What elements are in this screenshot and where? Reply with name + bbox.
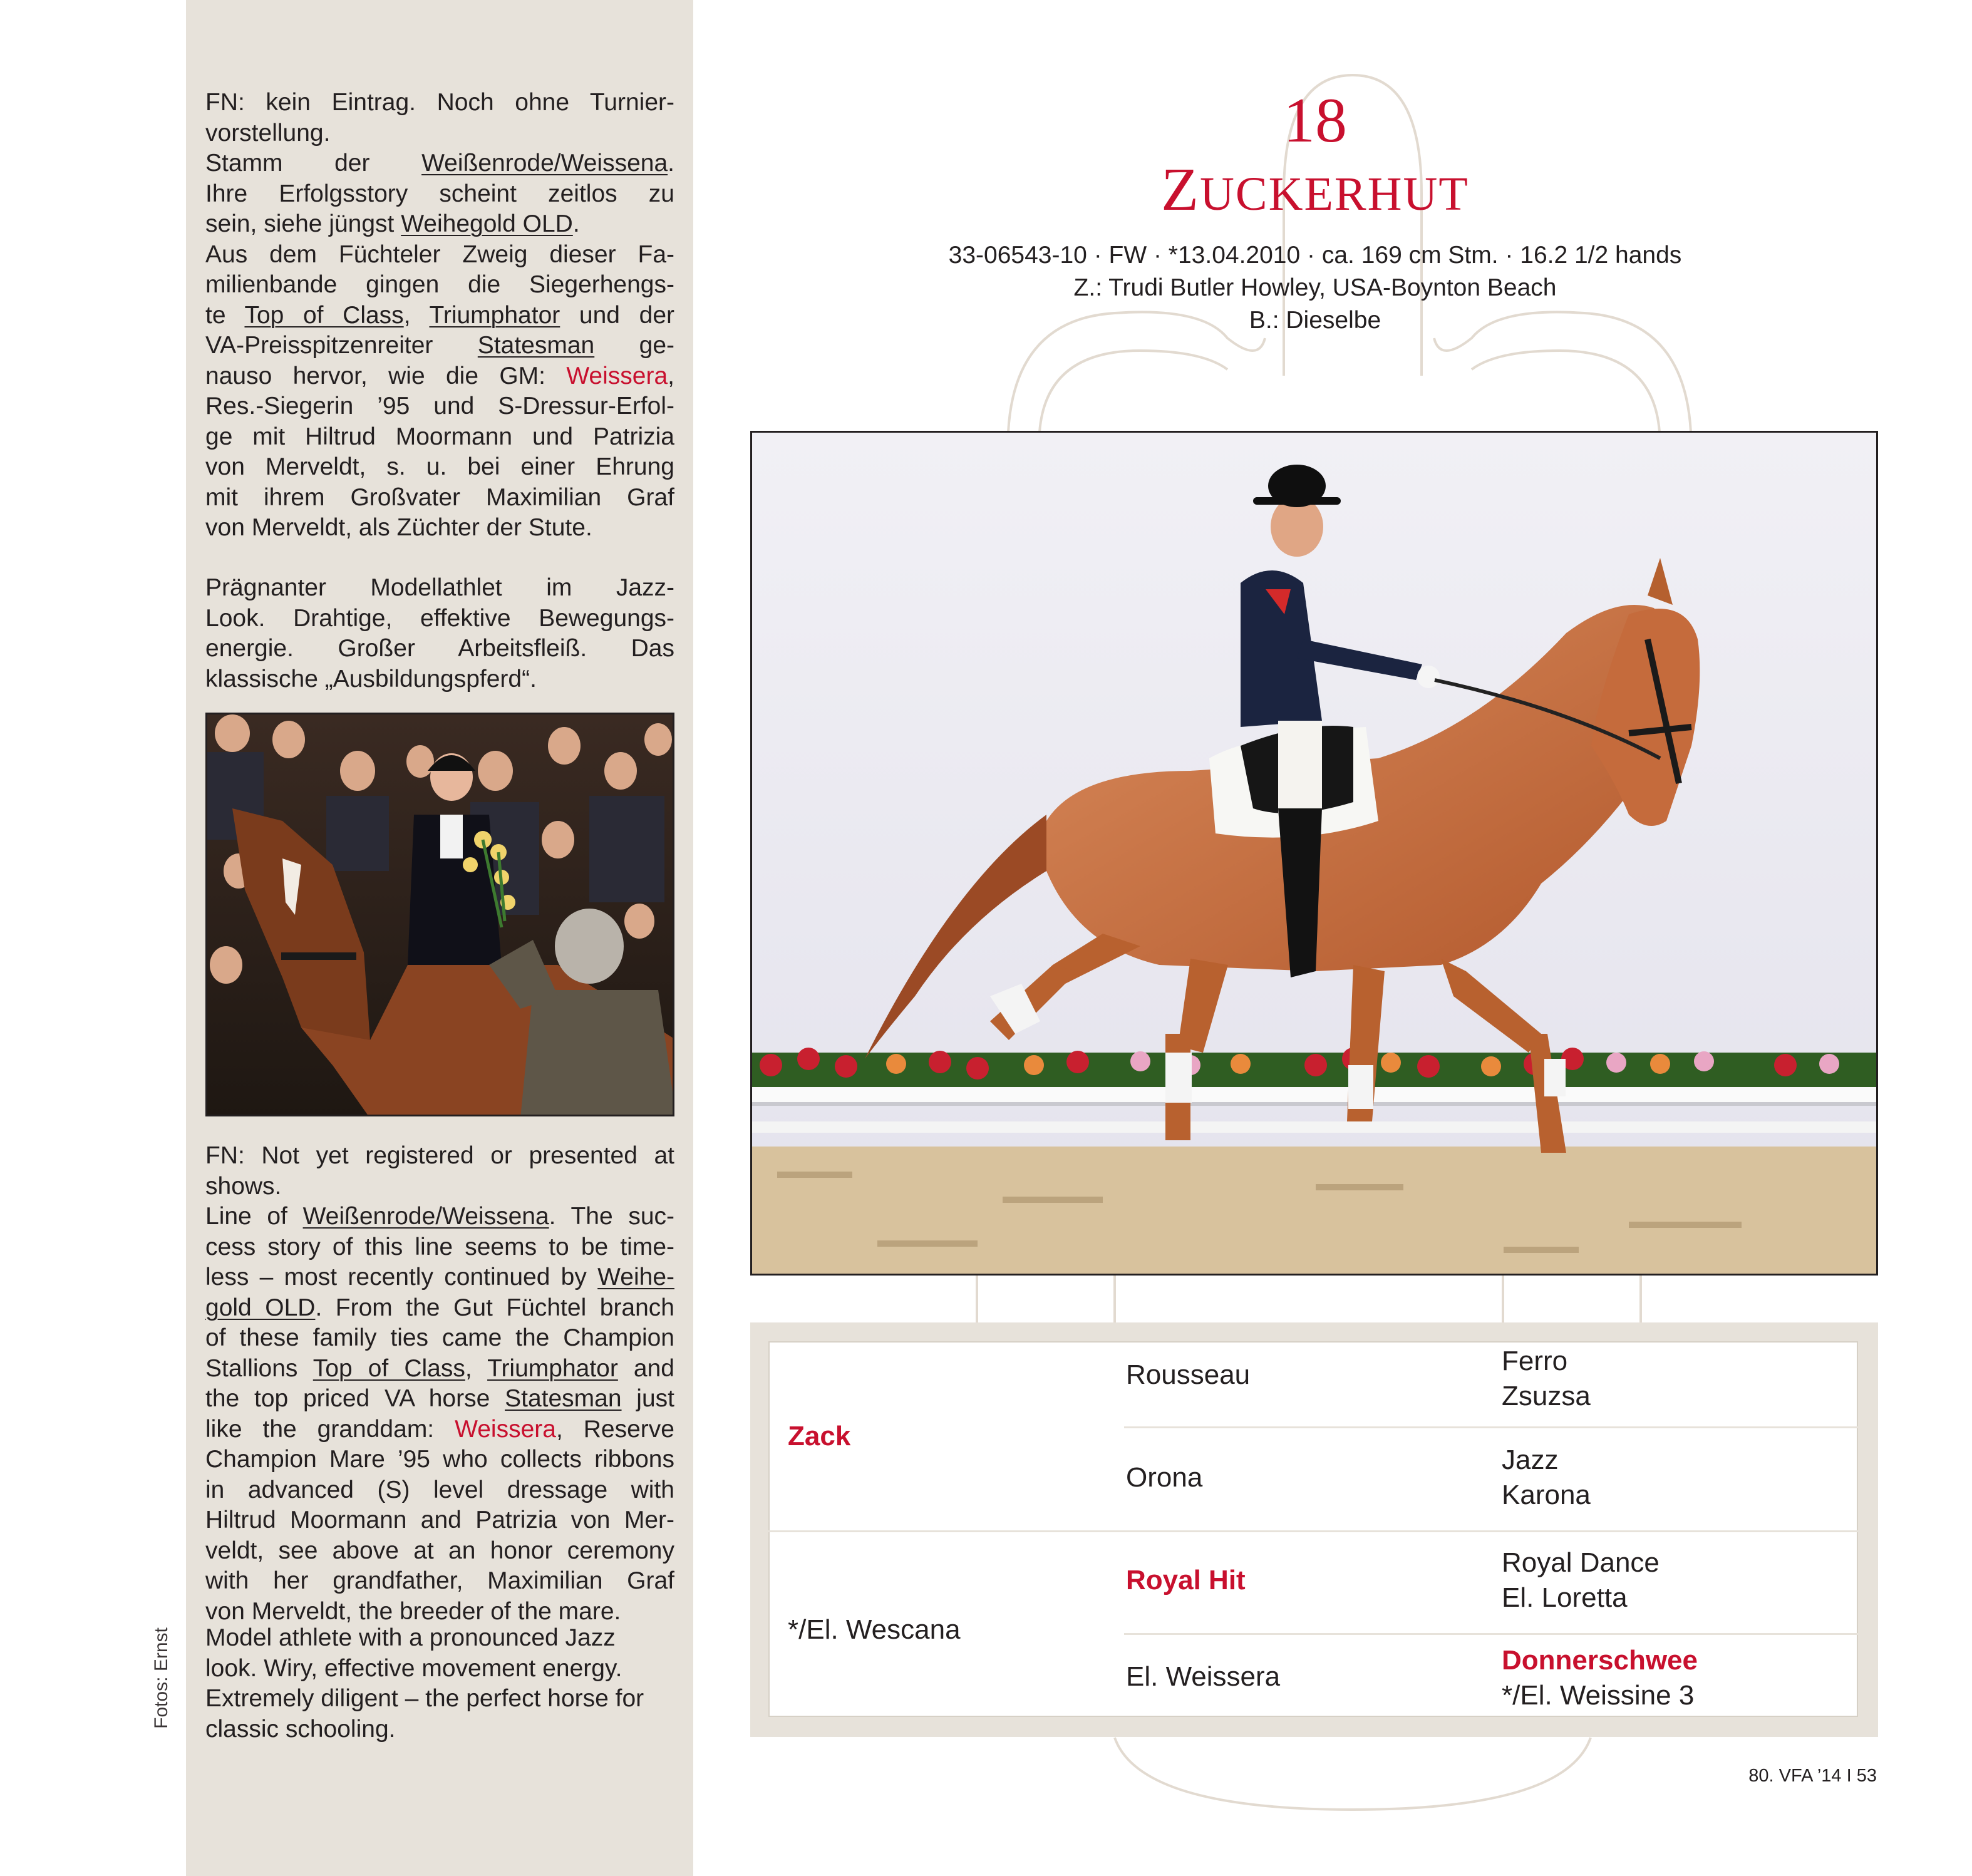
text-line [205,1445,674,1475]
text-fragment: the top priced VA horse [205,1385,505,1412]
pedigree-sire-sire: Rousseau [1126,1359,1251,1390]
horse-reference-link: Top of Class [312,1354,465,1382]
pedigree-sire: Zack [788,1421,851,1451]
german-description [205,88,674,544]
text-line [205,422,674,453]
text-line [205,1505,674,1536]
text-line [205,483,674,513]
text-fragment: von Merveldt, s. u. bei einer Ehrung [205,453,674,480]
text-fragment: FN: kein Eintrag. Noch ohne Turnier- [205,89,674,116]
text-line [205,664,674,695]
text-line [205,573,674,604]
text-fragment: VA-Preisspitzenreiter [205,332,478,359]
text-fragment: just [621,1385,674,1412]
text-line [205,331,674,361]
ceremony-photo [205,713,674,1116]
text-line [205,391,674,422]
breeder-line: Z.: Trudi Butler Howley, USA-Boynton Beach [1073,274,1557,301]
text-line [205,1415,674,1445]
text-fragment: Prägnanter Modellathlet im Jazz- [205,574,674,601]
main-horse-photo [750,431,1878,1276]
text-fragment: klassische „Ausbildungspferd“. [205,665,537,693]
text-fragment: like the granddam: [205,1415,455,1443]
text-line [205,1293,674,1324]
text-fragment: ge- [594,332,674,359]
text-line [205,209,674,240]
text-fragment: Stamm der [205,150,422,177]
text-line [205,1354,674,1384]
text-fragment: Hiltrud Moormann and Patrizia von Mer- [205,1507,674,1533]
horse-details: 33-06543-10 · FW · *13.04.2010 · ca. 169 cm Stm. · 16.2 1/2 hands [948,242,1682,269]
text-line [205,361,674,392]
pedigree-dds: Donnerschwee [1502,1645,1698,1676]
text-fragment: veldt, see above at an honor ceremony [205,1537,674,1564]
horse-reference-link: Top of Class [244,301,404,329]
text-fragment: , [465,1354,488,1382]
text-line [205,634,674,664]
text-fragment: milienbande gingen die Siegerhengs- [205,271,674,298]
german-summary [205,573,674,694]
text-line [205,301,674,331]
pedigree-sire-dam: Orona [1126,1462,1203,1493]
pedigree-ddd: */El. Weissine 3 [1502,1680,1695,1711]
pedigree-divider [1124,1633,1858,1635]
text-line [205,1232,674,1263]
horse-reference-link: Triumphator [487,1354,618,1382]
text-fragment: . [668,150,674,177]
pedigree-sss: Ferro [1502,1346,1568,1376]
pedigree-dam-sire: Royal Hit [1126,1565,1246,1595]
highlighted-horse-name: Weissera [455,1415,556,1443]
text-line [205,1262,674,1293]
text-line [205,270,674,301]
text-fragment: , [668,362,674,389]
horse-name: ZUCKERHUT [1161,156,1469,224]
horse-reference-link: Weißenrode/Weissena [421,150,668,177]
text-fragment: Extremely diligent – the perfect horse for [205,1685,644,1712]
horse-reference-link: Statesman [477,332,595,359]
text-fragment: Line of [205,1203,303,1230]
text-fragment: , Reserve [555,1415,674,1443]
text-line [205,118,674,149]
pedigree-dam-dam: El. Weissera [1126,1661,1281,1692]
text-fragment: Look. Drahtige, effektive Bewegungs- [205,604,674,632]
highlighted-horse-name: Weissera [566,362,668,389]
text-fragment: with her grandfather, Maximilian Graf [205,1567,674,1594]
text-fragment: te [205,301,245,329]
text-fragment: von Merveldt, als Züchter der Stute. [205,514,592,541]
horse-reference-link: Triumphator [429,301,560,329]
text-line [205,1623,674,1654]
text-fragment: Res.-Siegerin ’95 und S-Dressur-Erfol- [205,393,674,420]
text-fragment: less – most recently continued by [205,1264,598,1291]
text-line [205,604,674,634]
horse-reference-link: Weißenrode/Weissena [302,1203,549,1230]
text-fragment: nauso hervor, wie die GM: [205,362,567,389]
text-fragment: und der [560,301,674,329]
text-line [205,240,674,271]
english-summary [205,1623,674,1745]
text-fragment: . [572,210,580,237]
text-fragment: Stallions [205,1354,313,1382]
text-fragment: ge mit Hiltrud Moormann und Patrizia [205,423,674,450]
pedigree-divider [768,1530,1858,1532]
text-fragment: vorstellung. [205,119,331,147]
text-fragment: von Merveldt, the breeder of the mare. [205,1597,621,1625]
text-line [205,1654,674,1684]
text-fragment: , [403,301,430,329]
photo-credit: Fotos: Ernst [151,1627,172,1729]
horse-reference-link: gold OLD [205,1294,316,1321]
text-line [205,1566,674,1597]
text-fragment: Aus dem Füchteler Zweig dieser Fa- [205,240,674,268]
text-line [205,1202,674,1232]
text-line [205,1323,674,1354]
text-line [205,148,674,179]
text-line [205,1475,674,1506]
text-line [205,1141,674,1172]
text-fragment: cess story of this line seems to be time- [205,1233,674,1260]
pedigree-divider [1124,1426,1858,1428]
text-fragment: Champion Mare ’95 who collects ribbons [205,1446,674,1473]
text-fragment: Model athlete with a pronounced Jazz [205,1624,616,1651]
text-fragment: . The suc- [549,1203,674,1230]
text-line [205,1597,674,1627]
text-fragment: . From the Gut Füchtel branch [315,1294,674,1321]
text-fragment: classic schooling. [205,1715,396,1743]
text-line [205,1384,674,1415]
text-fragment: mit ihrem Großvater Maximilian Graf [205,483,674,511]
text-fragment: and [617,1354,674,1382]
english-description [205,1141,674,1627]
text-fragment: energie. Großer Arbeitsfleiß. Das [205,635,674,662]
text-fragment: look. Wiry, effective movement energy. [205,1654,622,1682]
pedigree-dam: */El. Wescana [788,1614,961,1645]
text-line [205,452,674,483]
horse-reference-link: Weihegold OLD [401,210,573,237]
text-line [205,1172,674,1202]
page-reference: 80. VFA ’14 I 53 [1748,1766,1877,1786]
owner-line: B.: Dieselbe [1249,307,1381,334]
text-line [205,1714,674,1745]
text-line [205,513,674,544]
text-line [205,88,674,118]
pedigree-dss: Royal Dance [1502,1547,1660,1578]
text-line [205,1684,674,1714]
pedigree-dsd: El. Loretta [1502,1582,1628,1613]
pedigree-sdd: Karona [1502,1480,1591,1510]
text-fragment: FN: Not yet registered or presented at [205,1142,674,1169]
text-line [205,179,674,210]
catalog-number: 18 [1283,85,1347,156]
horse-reference-link: Statesman [505,1385,622,1412]
text-fragment: shows. [205,1172,282,1200]
text-fragment: sein, siehe jüngst [205,210,401,237]
text-fragment: Ihre Erfolgsstory scheint zeitlos zu [205,180,674,207]
pedigree-ssd: Zsuzsa [1502,1381,1591,1411]
text-fragment: in advanced (S) level dressage with [205,1476,674,1503]
horse-reference-link: Weihe- [597,1264,674,1291]
pedigree-sds: Jazz [1502,1445,1559,1475]
text-fragment: of these family ties came the Champion [205,1324,674,1351]
text-line [205,1536,674,1567]
